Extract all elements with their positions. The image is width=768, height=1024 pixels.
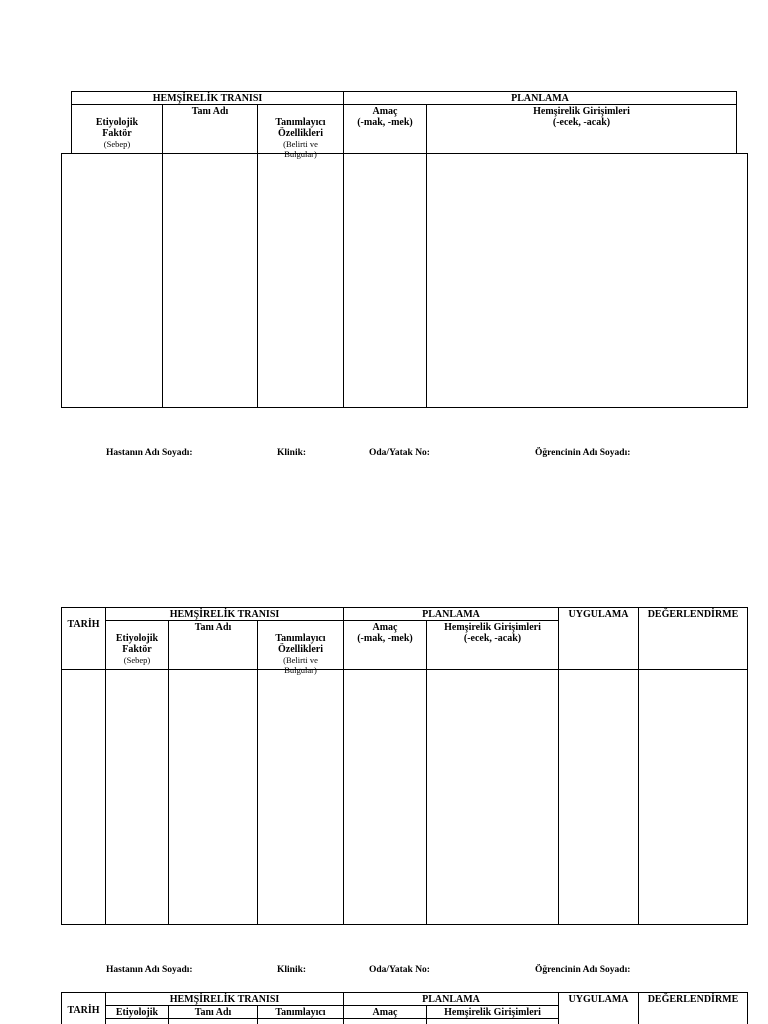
column-header-evaluation: DEĞERLENDİRME <box>647 994 739 1005</box>
etiology-sublabel: (Sebep) <box>103 139 131 149</box>
table-left-border <box>61 153 62 408</box>
column-divider <box>558 607 559 925</box>
column-header-goal: Amaç (-mak, -mek) <box>357 622 413 644</box>
student-name-label: Öğrencinin Adı Soyadı: <box>535 448 631 458</box>
defining-label: Tanımlayıcı Özellikleri <box>275 633 326 655</box>
table-bottom-border <box>61 407 748 408</box>
group-divider <box>71 104 737 105</box>
student-name-label: Öğrencinin Adı Soyadı: <box>535 965 631 975</box>
column-header-defining-characteristics: Tanımlayıcı <box>275 1007 326 1018</box>
defining-sublabel: (Belirti ve Bulgular) <box>283 655 318 675</box>
patient-name-label: Hastanın Adı Soyadı: <box>106 965 193 975</box>
table-top-border <box>61 607 748 608</box>
column-divider <box>426 620 427 925</box>
column-header-goal: Amaç (-mak, -mek) <box>357 106 413 128</box>
column-header-defining-characteristics <box>258 622 343 686</box>
defining-label: Tanımlayıcı Özellikleri <box>275 117 326 139</box>
column-header-diagnosis-name: Tanı Adı <box>191 106 229 117</box>
group-header-planning: PLANLAMA <box>422 994 480 1005</box>
clinic-label: Klinik: <box>277 965 307 975</box>
header-right-border <box>736 91 737 153</box>
clinic-label: Klinik: <box>277 448 307 458</box>
column-header-diagnosis-name: Tanı Adı <box>194 622 232 633</box>
group-header-planning: PLANLAMA <box>511 93 569 104</box>
column-header-interventions: Hemşirelik Girişimleri (-ecek, -acak) <box>533 106 630 128</box>
column-header-goal: Amaç <box>372 1007 398 1018</box>
room-bed-label: Oda/Yatak No: <box>369 448 430 458</box>
column-divider <box>343 607 344 925</box>
table-right-border <box>747 607 748 925</box>
column-header-defining-characteristics <box>258 106 343 170</box>
room-bed-label: Oda/Yatak No: <box>369 965 430 975</box>
column-header-interventions: Hemşirelik Girişimleri (-ecek, -acak) <box>444 622 541 644</box>
column-header-etiology <box>72 106 162 160</box>
table-left-border <box>61 607 62 925</box>
column-header-evaluation: DEĞERLENDİRME <box>647 609 739 620</box>
column-header-etiology: Etiyolojik <box>115 1007 159 1018</box>
column-header-date: TARİH <box>67 619 100 630</box>
column-header-implementation: UYGULAMA <box>568 609 629 620</box>
column-header-etiology <box>106 622 168 676</box>
column-divider <box>638 607 639 925</box>
etiology-label: Etiyolojik Faktör <box>115 633 159 655</box>
etiology-sublabel: (Sebep) <box>123 655 151 665</box>
column-divider <box>426 104 427 408</box>
column-divider <box>168 620 169 925</box>
column-header-diagnosis-name: Tanı Adı <box>194 1007 232 1018</box>
header-bottom-border <box>61 153 748 154</box>
group-header-diagnosis: HEMŞİRELİK TRANISI <box>169 994 280 1005</box>
defining-sublabel: (Belirti ve Bulgular) <box>283 139 318 159</box>
table-bottom-border <box>61 924 748 925</box>
table-top-border <box>61 992 748 993</box>
header-top-border <box>71 91 737 92</box>
group-header-diagnosis: HEMŞİRELİK TRANISI <box>152 93 263 104</box>
column-header-date: TARİH <box>67 1005 100 1016</box>
column-header-implementation: UYGULAMA <box>568 994 629 1005</box>
table-right-border <box>747 992 748 1024</box>
etiology-label: Etiyolojik Faktör <box>95 117 139 139</box>
column-divider <box>162 104 163 408</box>
row-divider <box>105 1018 558 1019</box>
table-right-border <box>747 153 748 408</box>
group-header-diagnosis: HEMŞİRELİK TRANISI <box>169 609 280 620</box>
patient-name-label: Hastanın Adı Soyadı: <box>106 448 193 458</box>
group-divider <box>105 1005 558 1006</box>
column-header-interventions: Hemşirelik Girişimleri <box>444 1007 541 1018</box>
group-divider <box>105 620 558 621</box>
group-header-planning: PLANLAMA <box>422 609 480 620</box>
column-divider <box>343 91 344 408</box>
